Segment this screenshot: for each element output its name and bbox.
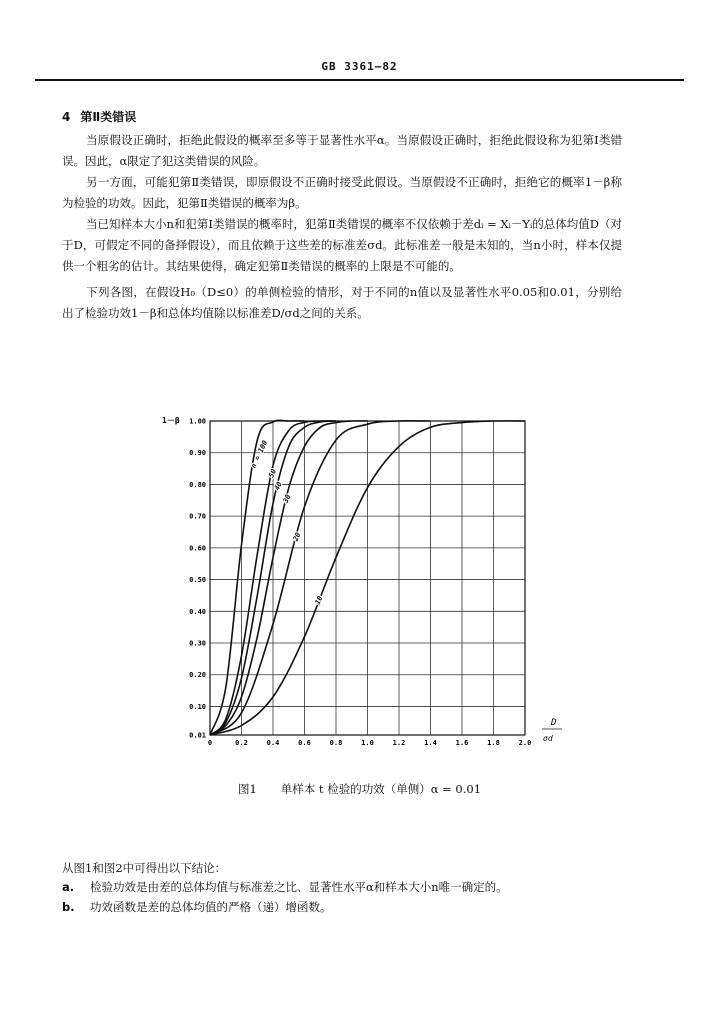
paragraph-2-text: 另一方面，可能犯第Ⅱ类错误，即原假设不正确时接受此假设。当原假设不正确时，拒绝它的概率1－β称为检验的功效。因此，犯第Ⅱ类错误的概率为β。 — [62, 175, 622, 210]
power-curve-label: 40 — [273, 480, 284, 492]
y-tick-label: 0.10 — [189, 702, 206, 711]
x-tick-label: 1.4 — [424, 739, 437, 747]
conclusion-text: 检验功效是由差的总体均值与标准差之比、显著性水平α和样本大小n唯一确定的。 — [90, 880, 508, 894]
y-tick-label: 0.70 — [189, 512, 206, 521]
y-tick-label: 0.40 — [189, 607, 206, 616]
power-curve-label: 50 — [267, 467, 279, 479]
conclusion-text: 功效函数是差的总体均值的严格（递）增函数。 — [90, 900, 332, 914]
conclusions-intro: 从图1和图2中可得出以下结论： — [62, 861, 227, 875]
x-axis-label-numerator: D — [551, 718, 557, 728]
conclusion-item — [62, 897, 642, 917]
power-curve-line — [210, 421, 368, 735]
section-heading — [62, 108, 136, 125]
power-curve-label: 30 — [281, 493, 293, 505]
x-tick-label: 1.8 — [487, 739, 500, 747]
paragraph-3 — [62, 214, 622, 277]
y-tick-label: 0.90 — [189, 449, 206, 458]
x-tick-label: 0.2 — [235, 739, 248, 747]
power-curve-label: 10 — [313, 594, 325, 606]
y-axis-label: 1－β — [162, 416, 180, 425]
x-tick-label: 0 — [207, 739, 213, 747]
paragraph-4-text: 下列各图，在假设H₀（D≤0）的单侧检验的情形，对于不同的n值以及显著性水平0.05和0.01，分别给出了检验功效1－β和总体均值除以标准差D/σd之间的关系。 — [62, 285, 622, 320]
power-curve-label: n = 100 — [249, 439, 270, 470]
y-tick-label: 0.60 — [189, 544, 206, 553]
conclusion-item — [62, 877, 642, 897]
x-tick-label: 2.0 — [518, 739, 532, 747]
paragraph-1-text: 当原假设正确时，拒绝此假设的概率至多等于显著性水平α。当原假设正确时，拒绝此假设称为犯第Ⅰ类错误。因此，α限定了犯这类错误的风险。 — [62, 133, 622, 168]
y-tick-label: 0.50 — [189, 576, 206, 585]
x-tick-label: 0.4 — [266, 739, 280, 747]
x-tick-label: 0.6 — [298, 739, 311, 747]
section-number: 4 — [62, 110, 71, 124]
paragraph-4 — [62, 282, 622, 324]
x-tick-label: 1.6 — [455, 739, 469, 747]
power-chart-svg — [150, 400, 570, 760]
y-tick-label: 0.80 — [189, 480, 206, 489]
y-tick-label: 0.01 — [189, 731, 206, 740]
power-curve-label: 20 — [291, 531, 303, 543]
paragraph-1 — [62, 130, 622, 172]
power-chart — [150, 400, 570, 760]
x-axis-label-denominator: σd — [543, 734, 553, 743]
paragraph-3-text: 当已知样本大小n和犯第Ⅰ类错误的概率时，犯第Ⅱ类错误的概率不仅依赖于差dᵢ = Xᵢ－Yᵢ的总体均值D（对于D，可假定不同的备择假设），而且依赖于这些差的标准差σd。此标准差一般是未知的，当n小时，样本仅提供一个粗劣的估计。其结果使得，确定犯第Ⅱ类错误的概率的上限是不可能的。 — [62, 217, 623, 273]
document-code: GB 3361—82 — [321, 60, 398, 73]
conclusion-label: b. — [62, 900, 75, 914]
x-tick-label: 1.0 — [361, 739, 374, 747]
figure-caption — [0, 781, 719, 797]
power-curve-line — [210, 421, 431, 735]
figure-number: 图1 — [237, 782, 257, 796]
x-tick-label: 0.8 — [329, 739, 343, 747]
x-tick-label: 1.2 — [392, 739, 406, 747]
conclusion-label: a. — [62, 880, 75, 894]
figure-caption-text: 单样本 t 检验的功效（单侧）α = 0.01 — [280, 782, 482, 796]
y-tick-label: 0.30 — [189, 639, 206, 648]
header-rule — [35, 79, 684, 81]
paragraph-2 — [62, 172, 622, 214]
y-tick-label: 0.20 — [189, 671, 206, 680]
y-tick-label: 1.00 — [189, 417, 206, 426]
section-title: 第Ⅱ类错误 — [80, 110, 137, 124]
